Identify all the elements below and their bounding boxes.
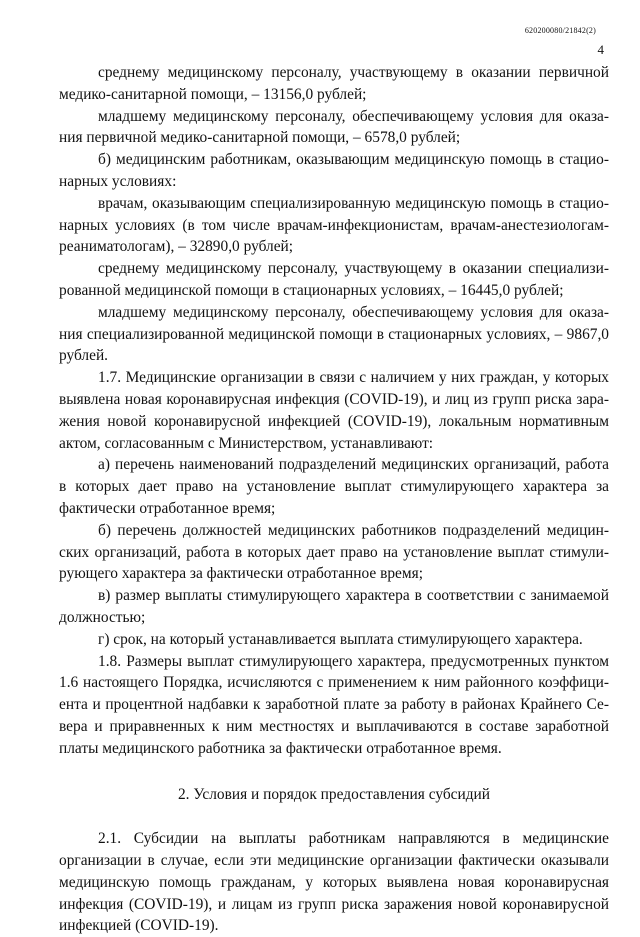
paragraph-item-b-inpatient: б) медицинским работникам, оказывающим медицинскую помощь в стационарных условиях: bbox=[59, 151, 609, 190]
paragraph-1-7-v: в) размер выплаты стимулирующего характера в соответствии с занимаемой должностью; bbox=[59, 587, 609, 626]
section-2-heading: 2. Условия и порядок предоставления субсидий bbox=[177, 785, 491, 803]
paragraph-2-1: 2.1. Субсидии на выплаты работникам направляются в медицинские организации в случае, если эти медицинские организации фактически оказывали медицинскую помощь гражданам, у которых выявлена новая коронавирусная инфекция (COVID-19), и лицам из групп риска заражения новой коронавирусной инфекцией (COVID-19). bbox=[59, 830, 609, 935]
paragraph-junior-primary: младшему медицинскому персоналу, обеспечивающему условия для оказания первичной медико-санитарной помощи, – 6578,0 рублей; bbox=[59, 107, 609, 147]
document-code: 620200080/21842(2) bbox=[524, 26, 596, 35]
page-number: 4 bbox=[597, 42, 604, 57]
document-body bbox=[59, 62, 609, 937]
paragraph-1-7-a: а) перечень наименований подразделений медицинских организаций, работа в которых дает право на установление выплат стимулирующего характера за фактически отработанное время; bbox=[59, 456, 609, 517]
paragraph-nurses-primary: среднему медицинскому персоналу, участвующему в оказании первичной медико-санитарной помощи, – 13156,0 рублей; bbox=[59, 64, 609, 103]
paragraph-doctors-inpatient: врачам, оказывающим специализированную медицинскую помощь в стационарных условиях (в том числе врачам-инфекционистам, врачам-анестезиологам-реаниматологам), – 32890,0 рублей; bbox=[59, 194, 609, 256]
paragraph-1-7-g: г) срок, на который устанавливается выплата стимулирующего характера. bbox=[98, 630, 583, 648]
paragraph-1-8: 1.8. Размеры выплат стимулирующего характера, предусмотренных пунктом 1.6 настоящего Порядка, исчисляются с применением к ним районного коэффициента и процентной надбавки к заработной плате за работу в районах Крайнего Севера и приравненных к ним местностях и выплачиваются в составе заработной платы медицинского работника за фактически отработанное время. bbox=[59, 652, 609, 757]
paragraph-junior-inpatient: младшему медицинскому персоналу, обеспечивающему условия для оказания специализированной медицинской помощи в стационарных условиях, – 9867,0 рублей. bbox=[59, 303, 609, 365]
paragraph-1-7-b: б) перечень должностей медицинских работников подразделений медицинских организаций, работа в которых дает право на установление выплат стимулирующего характера за фактически отработанное время; bbox=[59, 521, 609, 583]
paragraph-nurses-inpatient: среднему медицинскому персоналу, участвующему в оказании специализированной медицинской помощи в стационарных условиях, – 16445,0 рублей; bbox=[59, 260, 609, 299]
paragraph-1-7: 1.7. Медицинские организации в связи с наличием у них граждан, у которых выявлена новая коронавирусная инфекция (COVID-19), и лиц из групп риска заражения новой коронавирусной инфекцией (COVID-19), локальным нормативным актом, согласованным с Министерством, устанавливают: bbox=[59, 369, 609, 452]
